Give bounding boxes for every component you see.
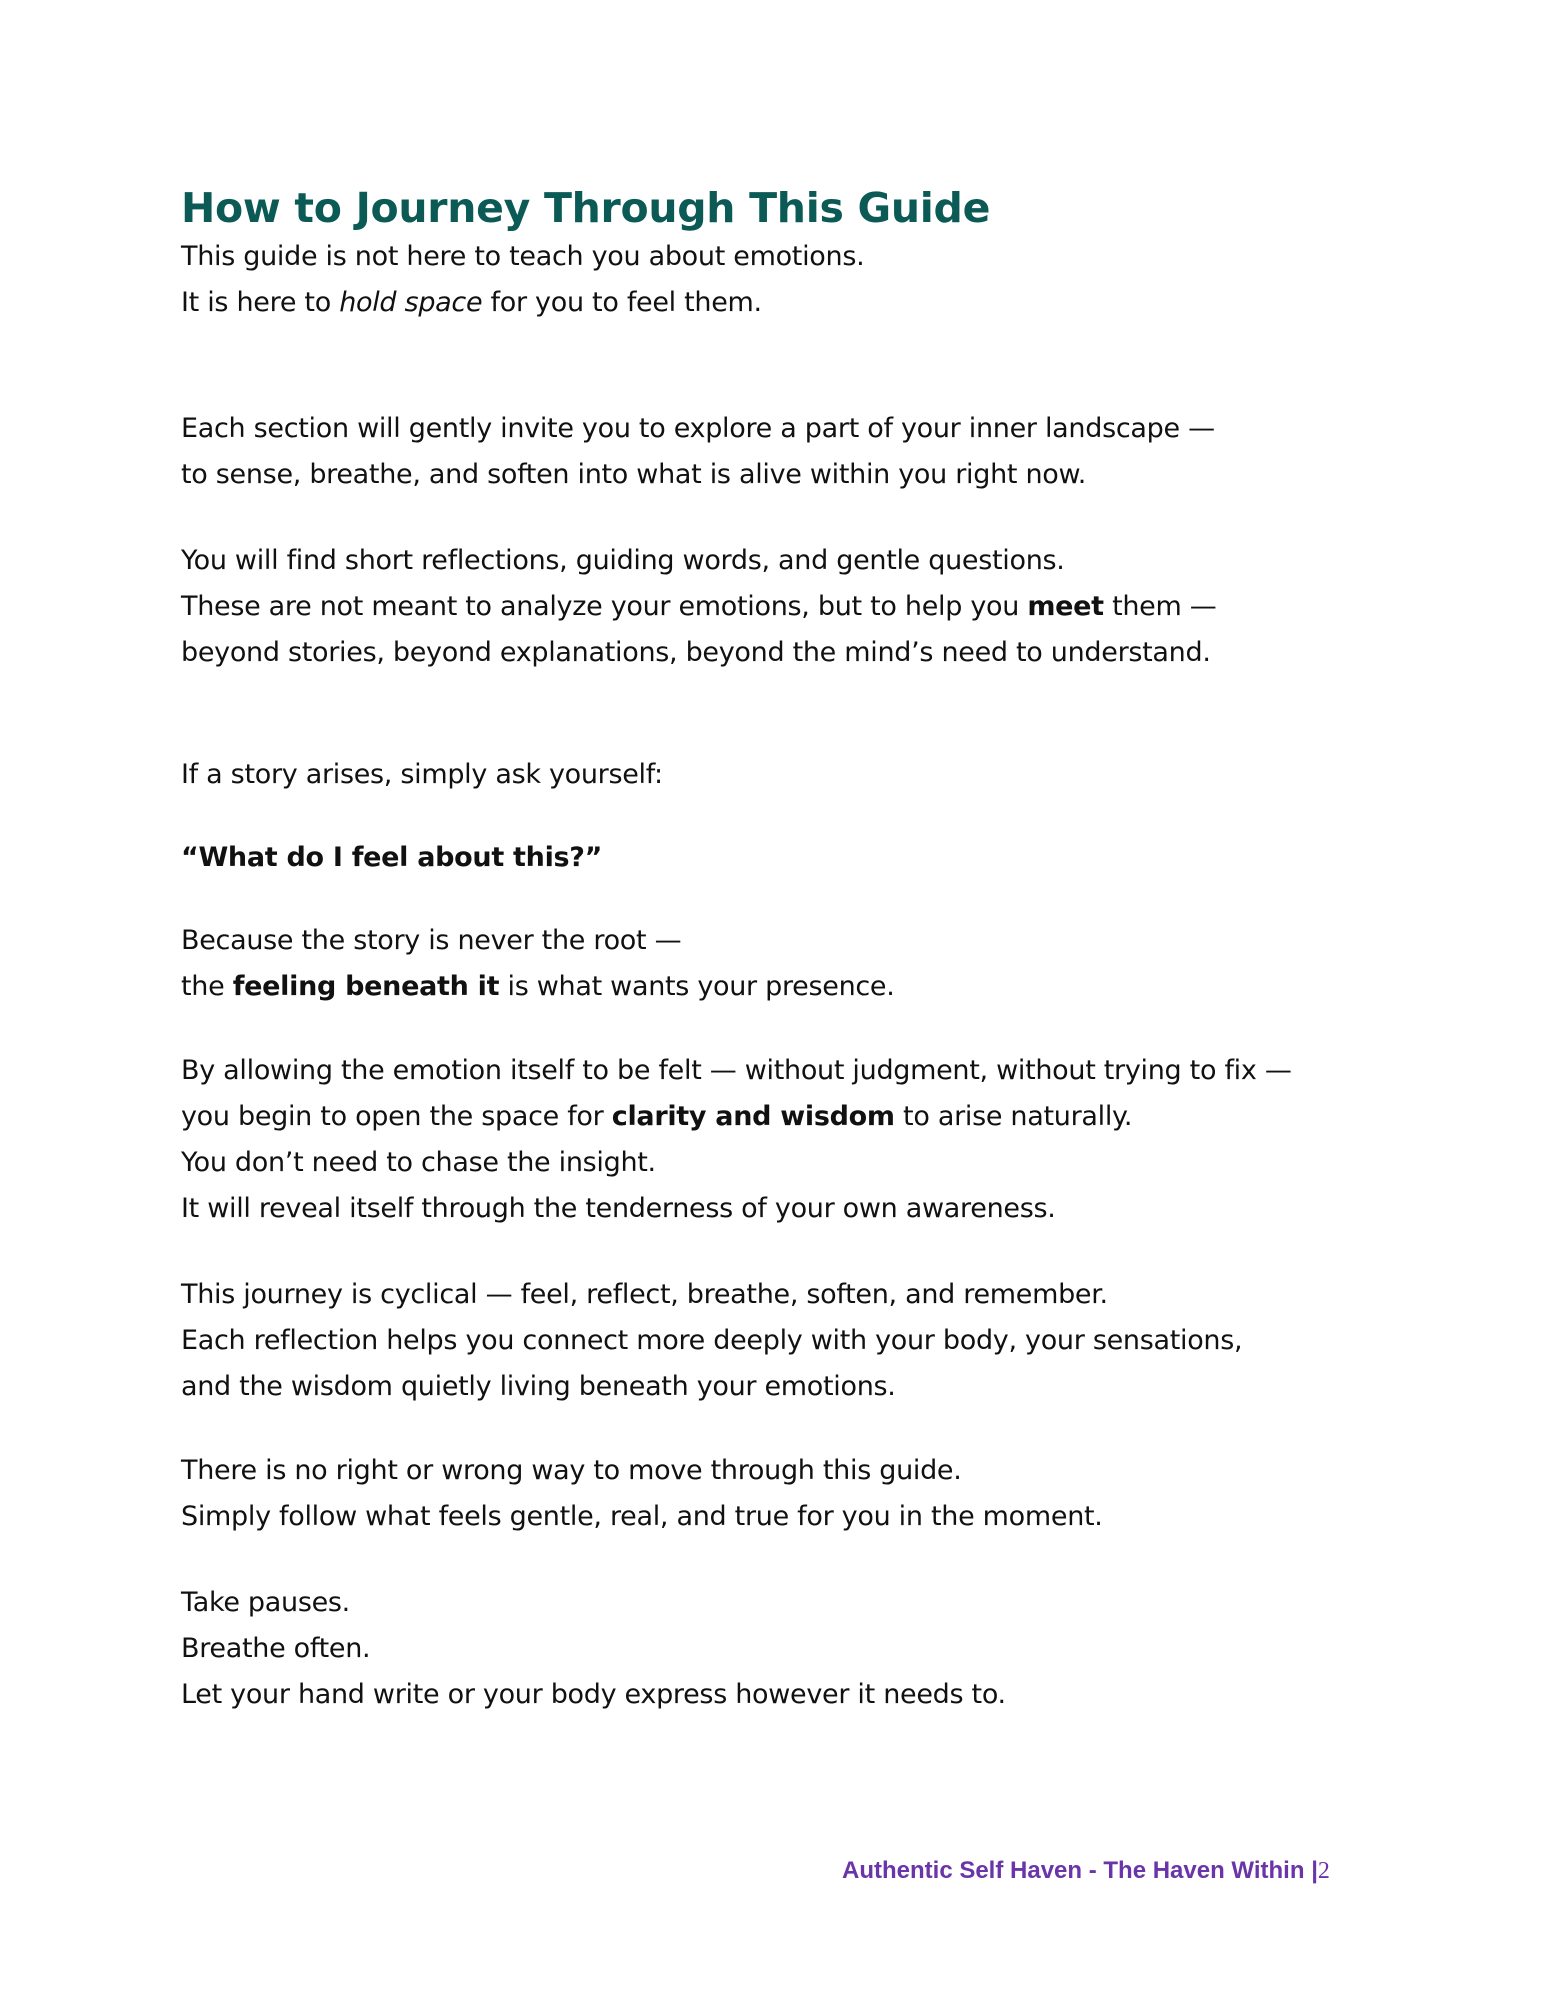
landscape-line-2: to sense, breathe, and soften into what is alive within you right now. bbox=[181, 459, 1087, 490]
intro-line-2-end: for you to feel them. bbox=[482, 287, 762, 318]
landscape-line-1: Each section will gently invite you to explore a part of your inner landscape — bbox=[181, 413, 1215, 444]
root-paragraph bbox=[181, 918, 1381, 1010]
pauses-line-1: Take pauses. bbox=[181, 1587, 350, 1618]
no-right-way-paragraph bbox=[181, 1448, 1381, 1540]
page-title: How to Journey Through This Guide bbox=[181, 184, 991, 232]
cyclical-paragraph bbox=[181, 1272, 1381, 1410]
root-line-2-text: the bbox=[181, 971, 233, 1002]
intro-paragraph bbox=[181, 234, 1381, 326]
intro-line-1: This guide is not here to teach you about emotions. bbox=[181, 241, 865, 272]
meet-emphasis: meet bbox=[1027, 591, 1104, 622]
allowing-line-2 bbox=[181, 1094, 1381, 1140]
page-footer bbox=[842, 1855, 1330, 1887]
story-paragraph bbox=[181, 752, 1381, 798]
reflections-line-2-end: them — bbox=[1103, 591, 1217, 622]
allowing-line-3: You don’t need to chase the insight. bbox=[181, 1147, 656, 1178]
reflections-paragraph bbox=[181, 538, 1381, 676]
root-line-2-end: is what wants your presence. bbox=[499, 971, 895, 1002]
footer-title: Authentic Self Haven - The Haven Within bbox=[842, 1857, 1305, 1884]
reflections-line-2-text: These are not meant to analyze your emotions, but to help you bbox=[181, 591, 1028, 622]
cyclical-line-1: This journey is cyclical — feel, reflect, breathe, soften, and remember. bbox=[181, 1279, 1108, 1310]
root-line-2 bbox=[181, 964, 1381, 1010]
allowing-line-4: It will reveal itself through the tenderness of your own awareness. bbox=[181, 1193, 1056, 1224]
allowing-line-2-text: you begin to open the space for bbox=[181, 1101, 612, 1132]
footer-separator: | bbox=[1311, 1857, 1318, 1884]
no-right-way-line-2: Simply follow what feels gentle, real, and true for you in the moment. bbox=[181, 1501, 1103, 1532]
cyclical-line-3: and the wisdom quietly living beneath your emotions. bbox=[181, 1371, 896, 1402]
root-line-1: Because the story is never the root — bbox=[181, 925, 682, 956]
pauses-line-3: Let your hand write or your body express however it needs to. bbox=[181, 1679, 1006, 1710]
landscape-paragraph bbox=[181, 406, 1381, 498]
no-right-way-line-1: There is no right or wrong way to move through this guide. bbox=[181, 1455, 962, 1486]
intro-line-2 bbox=[181, 280, 1381, 326]
clarity-wisdom-emphasis: clarity and wisdom bbox=[611, 1101, 895, 1132]
pauses-paragraph bbox=[181, 1580, 1381, 1718]
allowing-paragraph bbox=[181, 1048, 1381, 1232]
page-content bbox=[181, 182, 1381, 1718]
key-question: “What do I feel about this?” bbox=[181, 842, 603, 873]
allowing-line-2-end: to arise naturally. bbox=[894, 1101, 1133, 1132]
feeling-beneath-emphasis: feeling beneath it bbox=[232, 971, 500, 1002]
story-line-1: If a story arises, simply ask yourself: bbox=[181, 759, 663, 790]
allowing-line-1: By allowing the emotion itself to be felt — without judgment, without trying to fix — bbox=[181, 1055, 1292, 1086]
reflections-line-1: You will find short reflections, guiding words, and gentle questions. bbox=[181, 545, 1065, 576]
reflections-line-2 bbox=[181, 584, 1381, 630]
reflections-line-3: beyond stories, beyond explanations, beyond the mind’s need to understand. bbox=[181, 637, 1211, 668]
hold-space-emphasis: hold space bbox=[339, 287, 483, 318]
page-number: 2 bbox=[1317, 1858, 1330, 1884]
pauses-line-2: Breathe often. bbox=[181, 1633, 371, 1664]
cyclical-line-2: Each reflection helps you connect more deeply with your body, your sensations, bbox=[181, 1325, 1243, 1356]
intro-line-2-text: It is here to bbox=[181, 287, 340, 318]
